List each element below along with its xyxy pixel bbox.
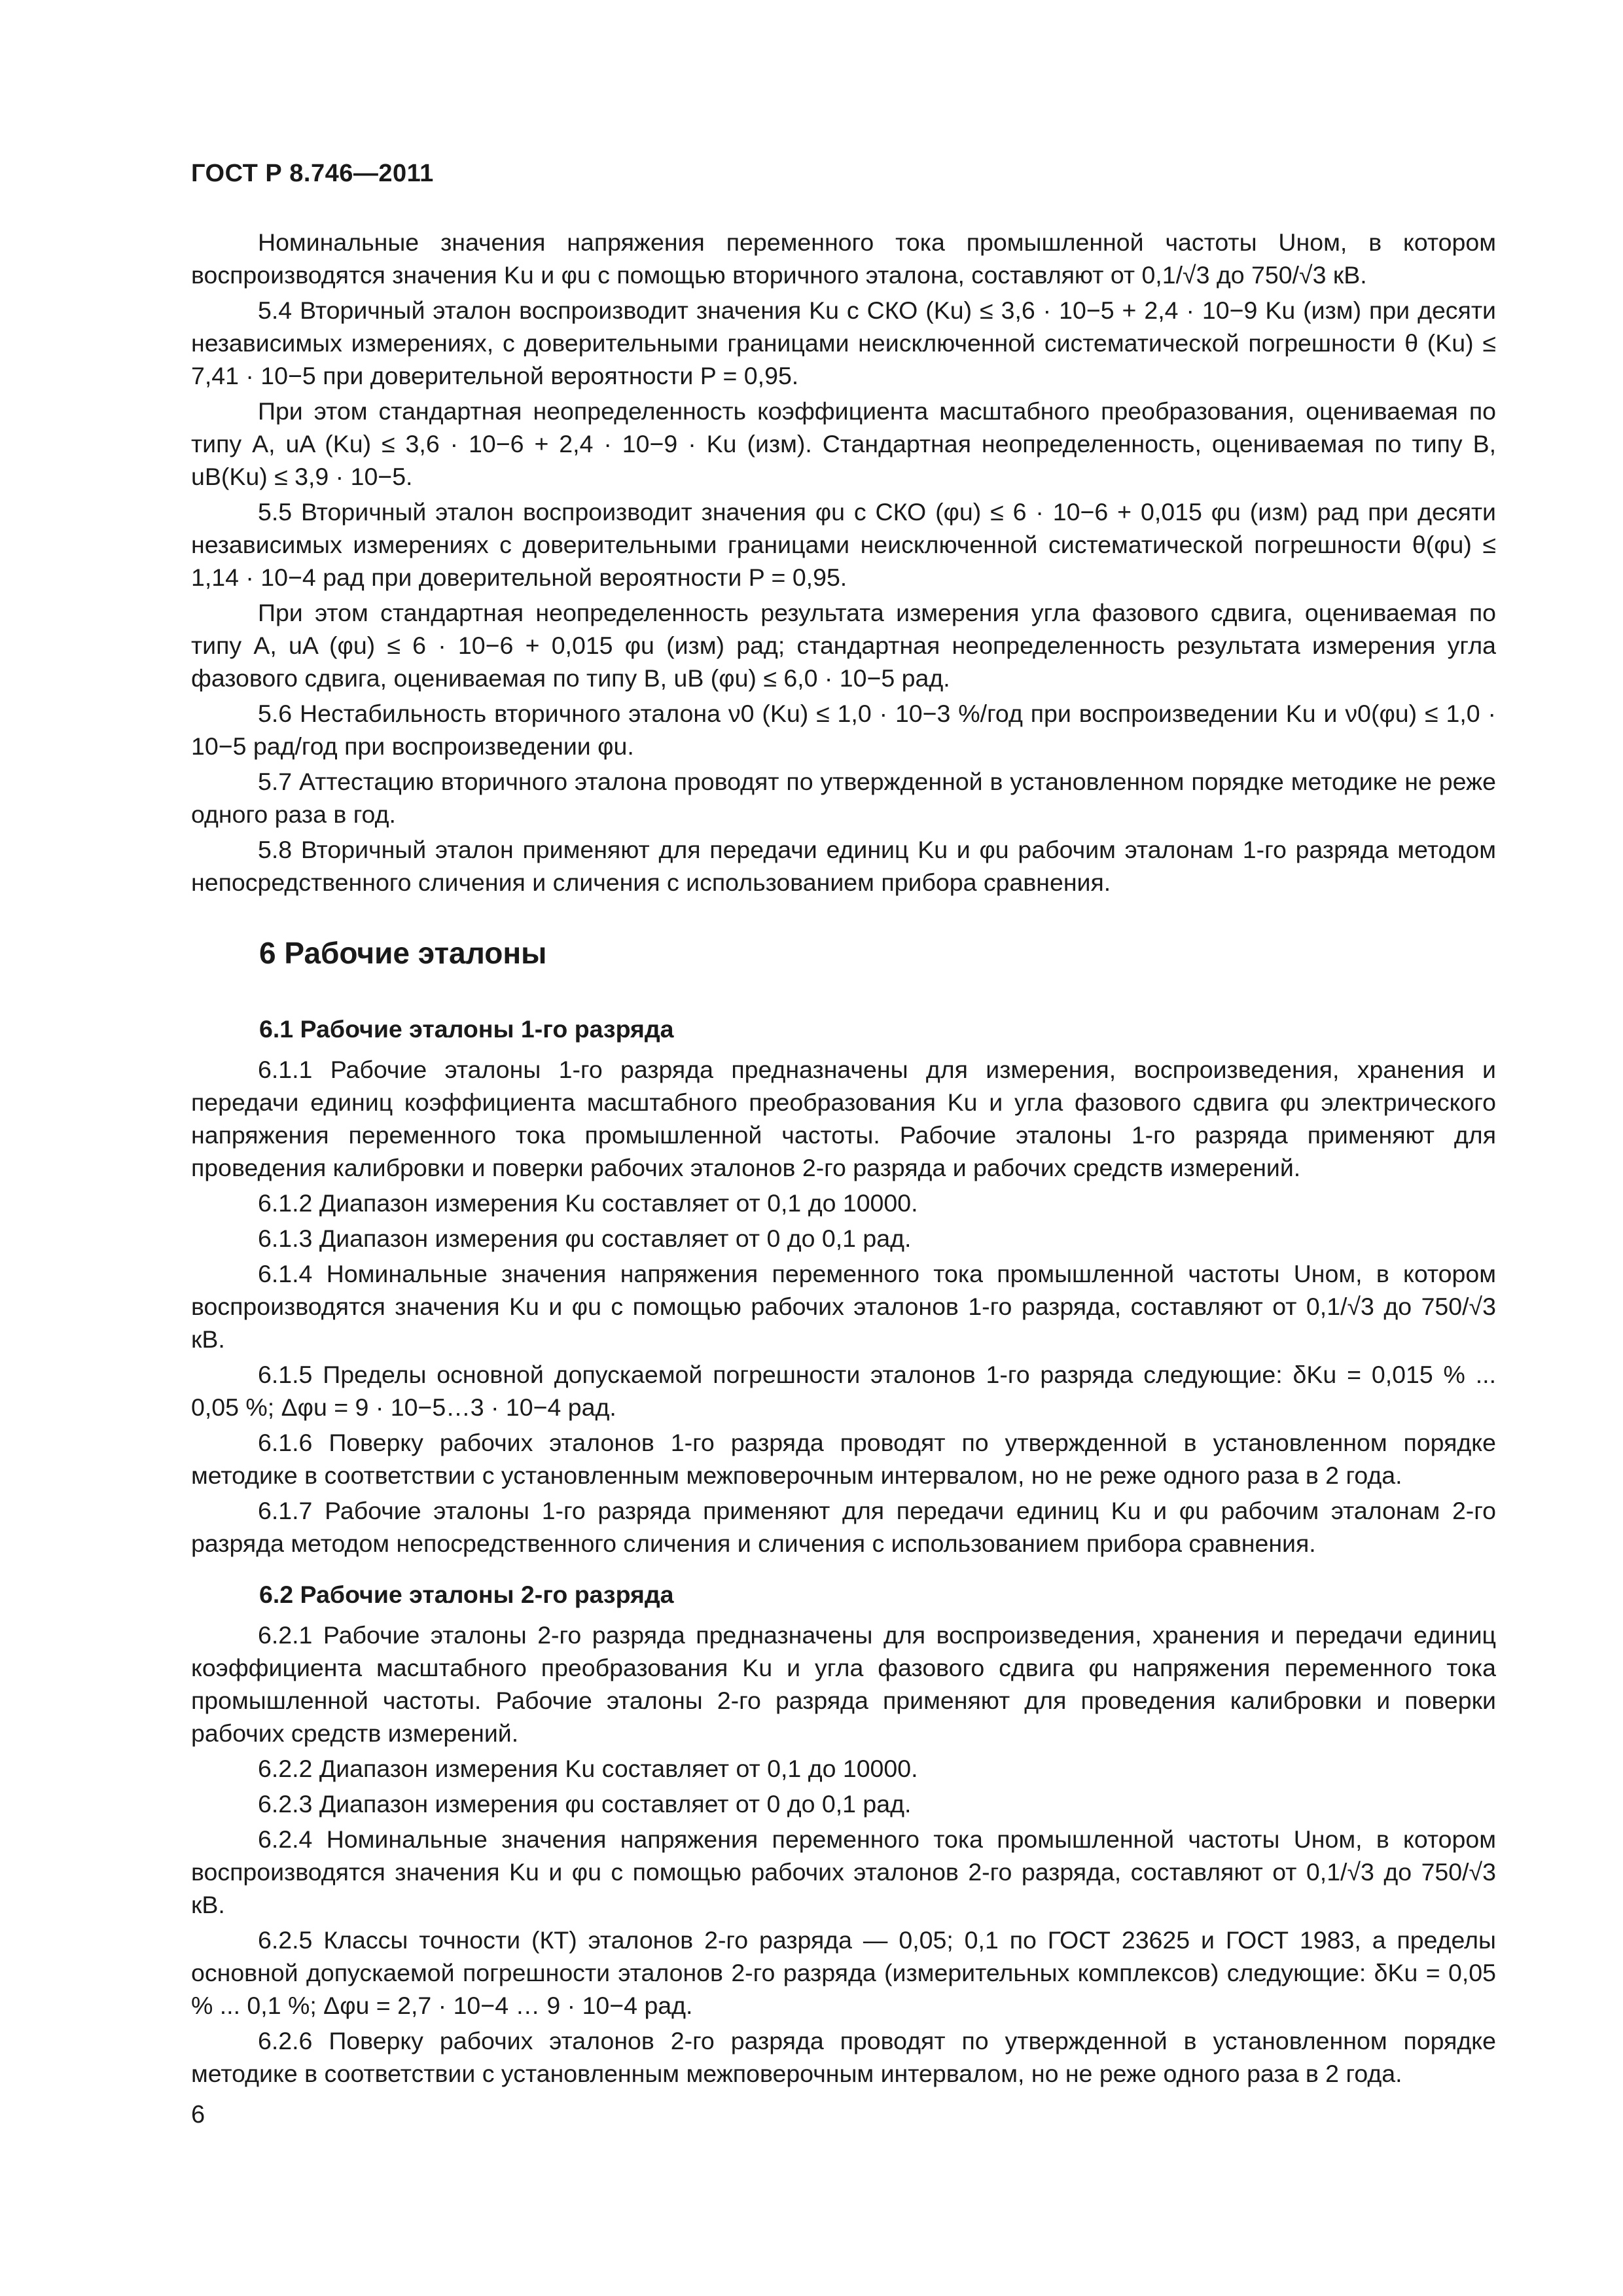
- paragraph-6-2-4: 6.2.4 Номинальные значения напряжения переменного тока промышленной частоты Uном, в котором воспроизводятся значения Ku и φu с помощью рабочих эталонов 2-го разряда, составляют от 0,1/√3 до 750/√3 кВ.: [191, 1825, 1496, 1918]
- page-number: 6: [191, 2101, 205, 2128]
- paragraph-6-2-6: 6.2.6 Поверку рабочих эталонов 2-го разряда проводят по утвержденной в установленном порядке методике в соответствии с установленным межповерочным интервалом, но не реже одного раза в 2 года.: [191, 2027, 1496, 2087]
- paragraph-6-2-5: 6.2.5 Классы точности (КТ) эталонов 2-го разряда — 0,05; 0,1 по ГОСТ 23625 и ГОСТ 1983, а пределы основной допускаемой погрешности эталонов 2-го разряда (измерительных комплексов) следующие: δKu = 0,05 % ... 0,1 %; Δφu = 2,7 · 10−4 … 9 · 10−4 рад.: [191, 1926, 1496, 2019]
- paragraph-5-4: 5.4 Вторичный эталон воспроизводит значения Ku с СКО (Ku) ≤ 3,6 · 10−5 + 2,4 · 10−9 Ku (изм) при десяти независимых измерениях, с доверительными границами неисключенной систематической погрешности θ (Ku) ≤ 7,41 · 10−5 при доверительной вероятности P = 0,95.: [191, 296, 1496, 389]
- paragraph-5-6: 5.6 Нестабильность вторичного эталона ν0 (Ku) ≤ 1,0 · 10−3 %/год при воспроизведении Ku и ν0(φu) ≤ 1,0 · 10−5 рад/год при воспроизведении φu.: [191, 700, 1496, 760]
- paragraph-5-5: 5.5 Вторичный эталон воспроизводит значения φu с СКО (φu) ≤ 6 · 10−6 + 0,015 φu (изм) рад при десяти независимых измерениях с доверительными границами неисключенной систематической погрешности θ(φu) ≤ 1,14 · 10−4 рад при доверительной вероятности P = 0,95.: [191, 498, 1496, 591]
- paragraph-5-4-uncertainty: При этом стандартная неопределенность коэффициента масштабного преобразования, оцениваемая по типу А, uA (Ku) ≤ 3,6 · 10−6 + 2,4 · 10−9 · Ku (изм). Стандартная неопределенность, оцениваемая по типу В, uB(Ku) ≤ 3,9 · 10−5.: [191, 397, 1496, 490]
- paragraph-6-1-7: 6.1.7 Рабочие эталоны 1-го разряда применяют для передачи единиц Ku и φu рабочим эталонам 2-го разряда методом непосредственного сличения и сличения с использованием прибора сравнения.: [191, 1497, 1496, 1557]
- paragraph-nominal-voltage: Номинальные значения напряжения переменного тока промышленной частоты Uном, в котором воспроизводятся значения Ku и φu с помощью вторичного эталона, составляют от 0,1/√3 до 750/√3 кВ.: [191, 228, 1496, 289]
- subsection-6-1-heading: 6.1 Рабочие эталоны 1-го разряда: [259, 1015, 674, 1043]
- paragraph-5-8: 5.8 Вторичный эталон применяют для передачи единиц Ku и φu рабочим эталонам 1-го разряда методом непосредственного сличения и сличения с использованием прибора сравнения.: [191, 836, 1496, 896]
- section-6-heading: 6 Рабочие эталоны: [259, 936, 547, 970]
- paragraph-5-7: 5.7 Аттестацию вторичного эталона проводят по утвержденной в установленном порядке методике не реже одного раза в год.: [191, 768, 1496, 828]
- paragraph-6-1-4: 6.1.4 Номинальные значения напряжения переменного тока промышленной частоты Uном, в котором воспроизводятся значения Ku и φu с помощью рабочих эталонов 1-го разряда, составляют от 0,1/√3 до 750/√3 кВ.: [191, 1260, 1496, 1353]
- document-body: [191, 226, 1496, 2092]
- subsection-6-2-heading: 6.2 Рабочие эталоны 2-го разряда: [259, 1581, 674, 1608]
- paragraph-6-1-5: 6.1.5 Пределы основной допускаемой погрешности эталонов 1-го разряда следующие: δKu = 0,015 % ... 0,05 %; Δφu = 9 · 10−5…3 · 10−4 рад.: [191, 1361, 1496, 1421]
- paragraph-6-1-1: 6.1.1 Рабочие эталоны 1-го разряда предназначены для измерения, воспроизведения, хранения и передачи единиц коэффициента масштабного преобразования Ku и угла фазового сдвига φu электрического напряжения переменного тока промышленной частоты. Рабочие эталоны 1-го разряда применяют для проведения калибровки и поверки рабочих эталонов 2-го разряда и рабочих средств измерений.: [191, 1056, 1496, 1181]
- paragraph-6-2-3: 6.2.3 Диапазон измерения φu составляет от 0 до 0,1 рад.: [258, 1790, 912, 1818]
- paragraph-6-1-3: 6.1.3 Диапазон измерения φu составляет от 0 до 0,1 рад.: [258, 1225, 912, 1252]
- document-header: ГОСТ Р 8.746—2011: [191, 160, 434, 187]
- paragraph-6-1-6: 6.1.6 Поверку рабочих эталонов 1-го разряда проводят по утвержденной в установленном порядке методике в соответствии с установленным межповерочным интервалом, но не реже одного раза в 2 года.: [191, 1429, 1496, 1489]
- paragraph-6-2-2: 6.2.2 Диапазон измерения Ku составляет от 0,1 до 10000.: [258, 1755, 918, 1782]
- paragraph-6-1-2: 6.1.2 Диапазон измерения Ku составляет от 0,1 до 10000.: [258, 1189, 918, 1217]
- paragraph-6-2-1: 6.2.1 Рабочие эталоны 2-го разряда предназначены для воспроизведения, хранения и передачи единиц коэффициента масштабного преобразования Ku и угла фазового сдвига φu напряжения переменного тока промышленной частоты. Рабочие эталоны 2-го разряда применяют для проведения калибровки и поверки рабочих средств измерений.: [191, 1621, 1496, 1747]
- paragraph-5-5-uncertainty: При этом стандартная неопределенность результата измерения угла фазового сдвига, оцениваемая по типу А, uA (φu) ≤ 6 · 10−6 + 0,015 φu (изм) рад; стандартная неопределенность результата измерения угла фазового сдвига, оцениваемая по типу В, uB (φu) ≤ 6,0 · 10−5 рад.: [191, 599, 1496, 692]
